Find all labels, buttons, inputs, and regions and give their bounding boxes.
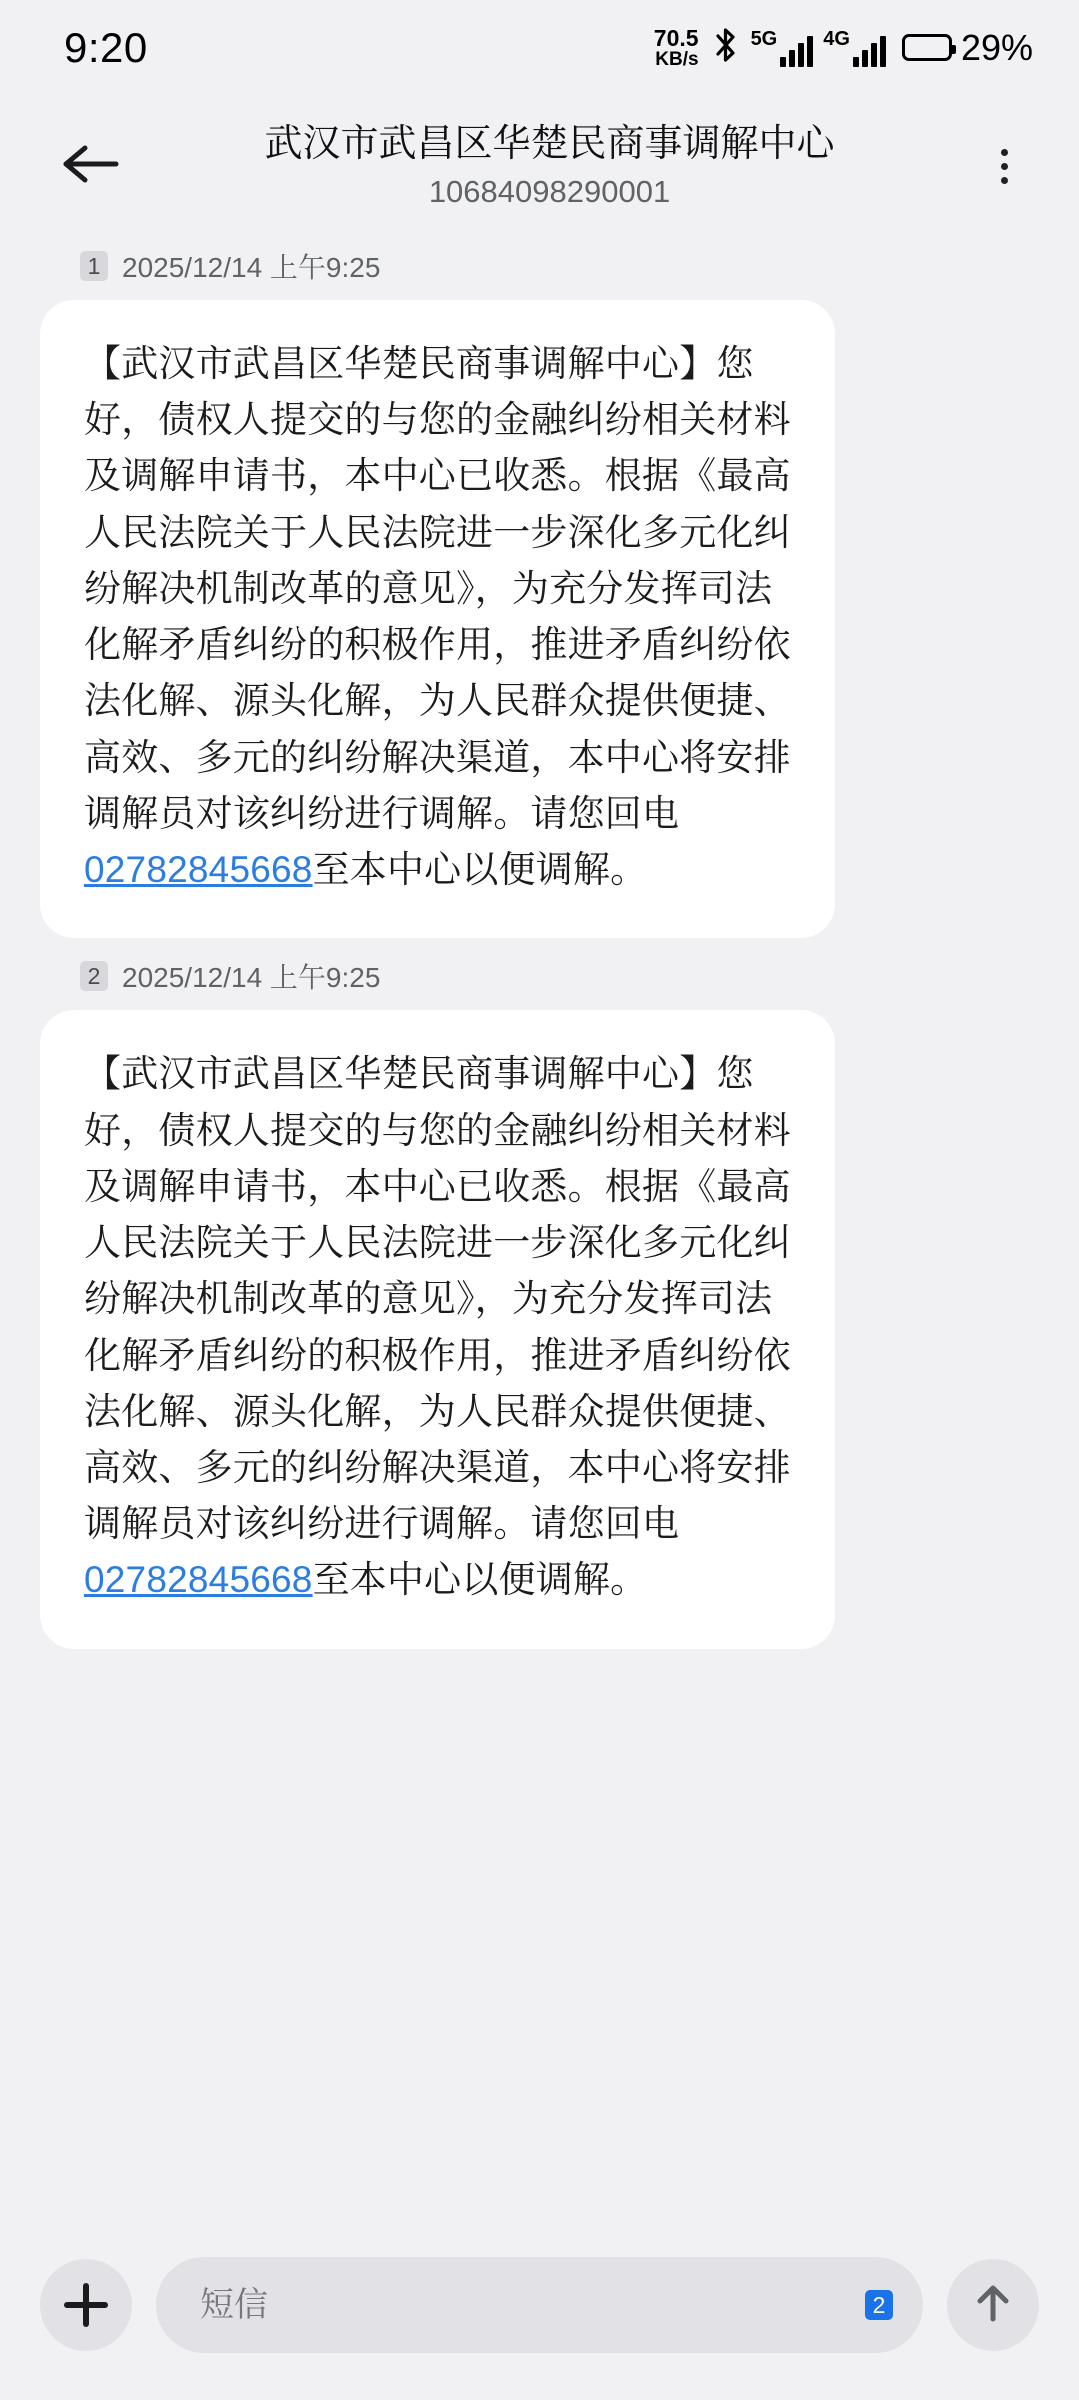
phone-number-link[interactable]: 02782845668 <box>84 1559 313 1601</box>
network-speed-value: 70.5 <box>653 24 699 51</box>
message-composer <box>0 2210 1079 2400</box>
attach-button[interactable] <box>40 2259 132 2351</box>
page-title: 武汉市武昌区华楚民商事调解中心 <box>264 123 835 166</box>
more-vertical-icon-dot2 <box>1001 163 1008 170</box>
message-bubble[interactable] <box>40 1010 835 1648</box>
sim1-signal-bars-icon <box>780 35 813 67</box>
battery-icon <box>902 34 952 61</box>
network-speed-indicator <box>654 26 699 70</box>
more-vertical-icon-dot3 <box>1001 177 1008 184</box>
message-item <box>0 246 1079 938</box>
message-index-badge: 1 <box>80 251 108 281</box>
message-text-after: 至本中心以便调解。 <box>312 849 648 891</box>
back-arrow-icon <box>61 142 119 191</box>
more-options-button[interactable] <box>969 126 1039 206</box>
network-speed-unit: KB/s <box>655 49 699 71</box>
message-text-after: 至本中心以便调解。 <box>312 1559 648 1601</box>
status-time: 9:20 <box>64 24 148 71</box>
message-index-badge: 2 <box>80 961 108 991</box>
send-button[interactable] <box>947 2259 1039 2351</box>
more-vertical-icon <box>1001 149 1008 156</box>
message-input-container[interactable] <box>156 2257 923 2353</box>
message-text-before: 【武汉市武昌区华楚民商事调解中心】您好，债权人提交的与您的金融纠纷相关材料及调解申请书，本中心已收悉。根据《最高人民法院关于人民法院进一步深化多元化纠纷解决机制改革的意见》，为充分发挥司法化解矛盾纠纷的积极作用，推进矛盾纠纷依法化解、源头化解，为人民群众提供便捷、高效、多元的纠纷解决渠道，本中心将安排调解员对该纠纷进行调解。请您回电 <box>84 343 791 834</box>
header-titles[interactable] <box>130 122 969 210</box>
conversation-header <box>0 96 1079 236</box>
sim1-signal <box>751 28 814 67</box>
message-meta <box>0 246 1079 286</box>
sim2-signal <box>823 28 886 67</box>
message-meta <box>0 956 1079 996</box>
phone-number-link[interactable]: 02782845668 <box>84 849 313 891</box>
message-item <box>0 956 1079 1648</box>
back-button[interactable] <box>50 126 130 206</box>
message-list[interactable] <box>0 236 1079 2210</box>
sim1-network-label: 5G <box>750 28 778 51</box>
status-bar <box>0 0 1079 96</box>
sender-number: 10684098290001 <box>428 173 671 209</box>
message-timestamp: 2025/12/14 上午9:25 <box>122 252 381 283</box>
status-icons <box>654 26 1033 70</box>
message-timestamp: 2025/12/14 上午9:25 <box>122 962 381 994</box>
message-input[interactable] <box>198 2285 865 2326</box>
sim-badge[interactable]: 2 <box>865 2290 893 2320</box>
message-text-before: 【武汉市武昌区华楚民商事调解中心】您好，债权人提交的与您的金融纠纷相关材料及调解申请书，本中心已收悉。根据《最高人民法院关于人民法院进一步深化多元化纠纷解决机制改革的意见》，为充分发挥司法化解矛盾纠纷的积极作用，推进矛盾纠纷依法化解、源头化解，为人民群众提供便捷、高效、多元的纠纷解决渠道，本中心将安排调解员对该纠纷进行调解。请您回电 <box>84 1053 791 1545</box>
battery-percent: 29% <box>960 26 1033 68</box>
send-arrow-up-icon <box>970 2280 1016 2331</box>
sim2-signal-bars-icon <box>853 35 886 67</box>
message-bubble[interactable] <box>40 300 835 938</box>
bluetooth-icon <box>713 27 739 68</box>
battery-indicator <box>902 27 1033 69</box>
sim2-network-label: 4G <box>823 28 850 51</box>
